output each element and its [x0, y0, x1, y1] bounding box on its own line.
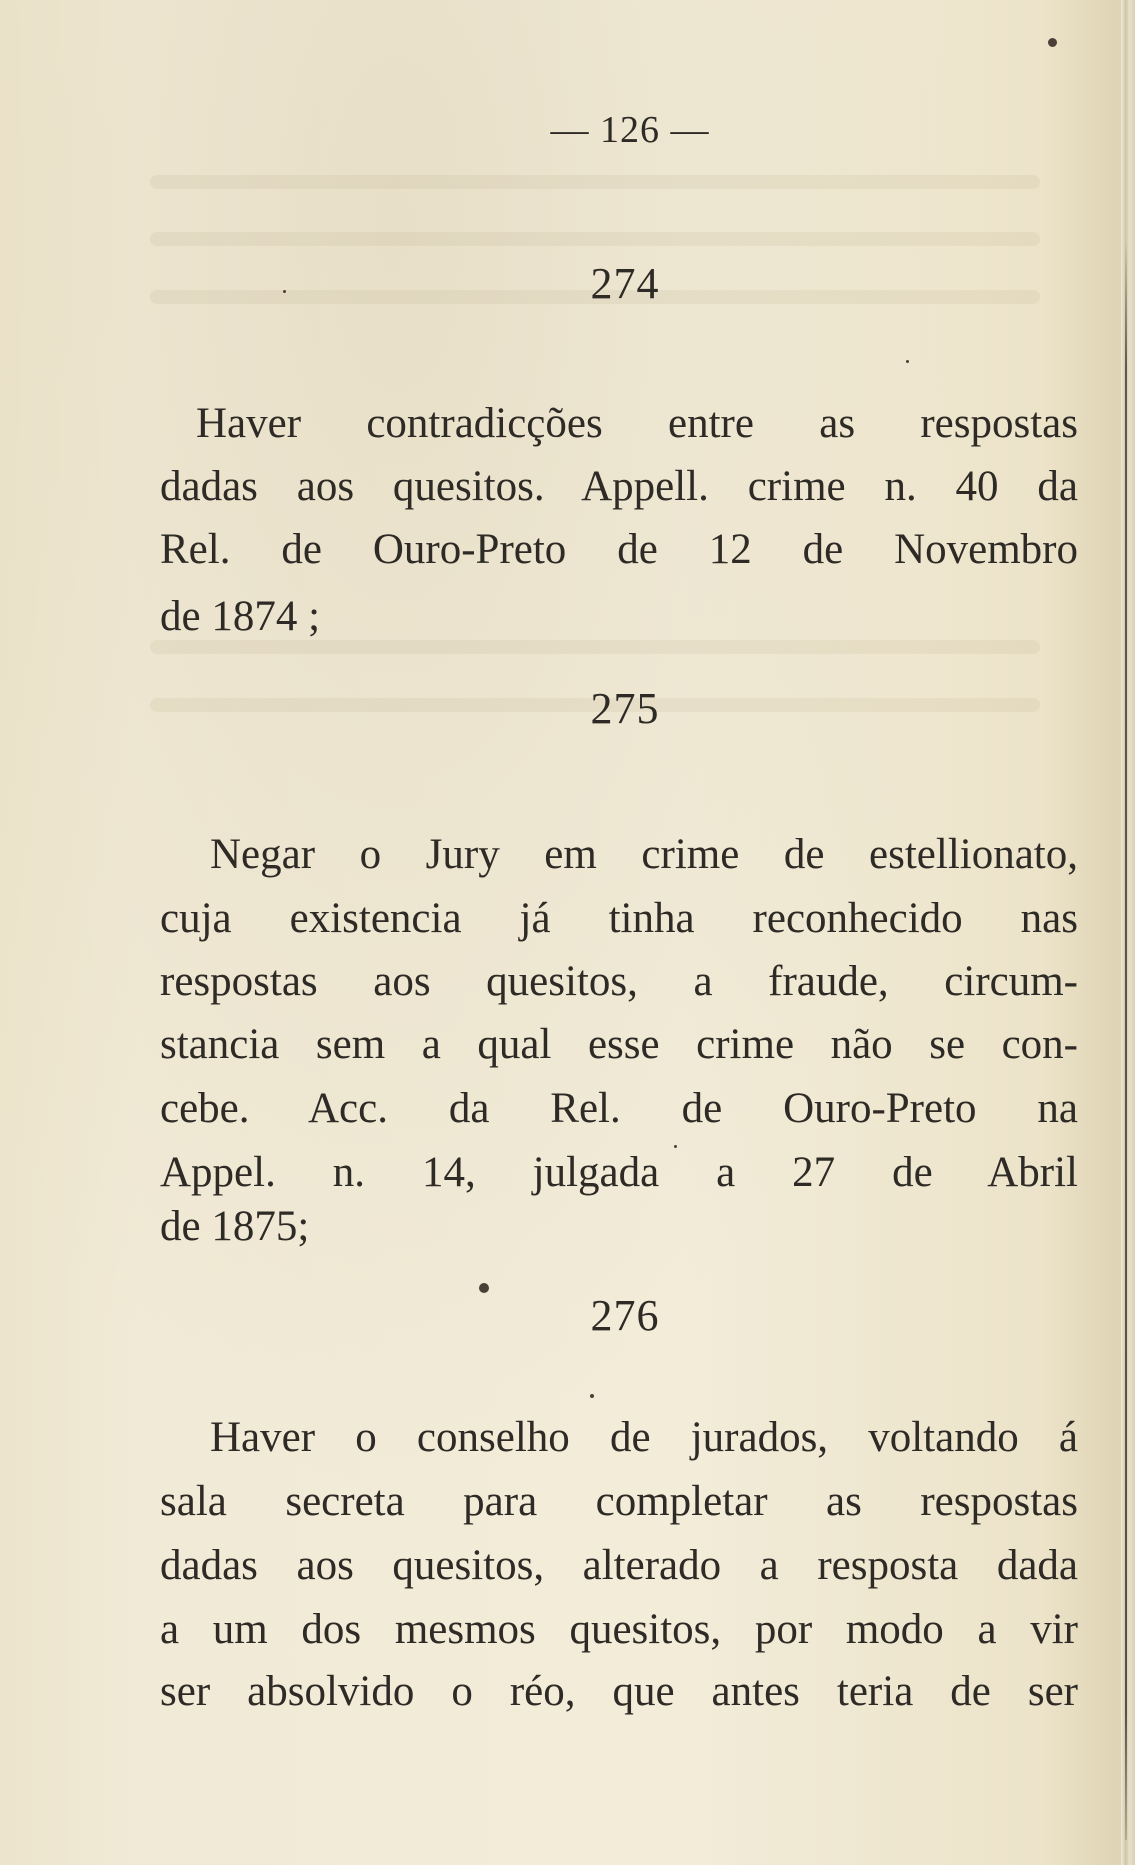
paragraph-line: Haver contradicções entre as respostas [196, 400, 1078, 447]
page-number: — 126 — [550, 109, 710, 151]
paragraph-line: respostas aos quesitos, a fraude, circum- [160, 958, 1078, 1005]
ink-speck [1048, 38, 1057, 47]
paragraph-line: Rel. de Ouro-Preto de 12 de Novembro [160, 526, 1078, 573]
paragraph-line: dadas aos quesitos. Appell. crime n. 40 da [160, 463, 1078, 510]
paragraph-line: ser absolvido o réo, que antes teria de ser [160, 1668, 1078, 1715]
paragraph-line: a um dos mesmos quesitos, por modo a vir [160, 1606, 1078, 1653]
paragraph-line: Negar o Jury em crime de estellionato, [210, 831, 1078, 878]
paragraph-line: cuja existencia já tinha reconhecido nas [160, 895, 1078, 942]
page-edge [1121, 0, 1135, 1865]
show-through-shadow [150, 232, 1040, 246]
ink-speck [479, 1283, 489, 1293]
ink-speck [283, 290, 286, 293]
paragraph-line: dadas aos quesitos, alterado a resposta dada [160, 1542, 1078, 1589]
paragraph-line: Appel. n. 14, julgada a 27 de Abril [160, 1149, 1078, 1196]
binding-line [1125, 240, 1127, 1840]
paragraph-line: stancia sem a qual esse crime não se con- [160, 1021, 1078, 1068]
entry-number-276: 276 [590, 1291, 660, 1340]
paragraph-line: de 1874 ; [160, 593, 321, 640]
show-through-shadow [150, 175, 1040, 189]
paragraph-line: sala secreta para completar as respostas [160, 1478, 1078, 1525]
paragraph-line: Haver o conselho de jurados, voltando á [210, 1414, 1078, 1461]
paragraph-line: de 1875; [160, 1203, 310, 1250]
entry-number-275: 275 [590, 684, 660, 733]
ink-speck [906, 360, 909, 363]
entry-number-274: 274 [590, 259, 660, 308]
ink-speck [590, 1394, 594, 1398]
paragraph-line: cebe. Acc. da Rel. de Ouro-Preto na [160, 1085, 1078, 1132]
